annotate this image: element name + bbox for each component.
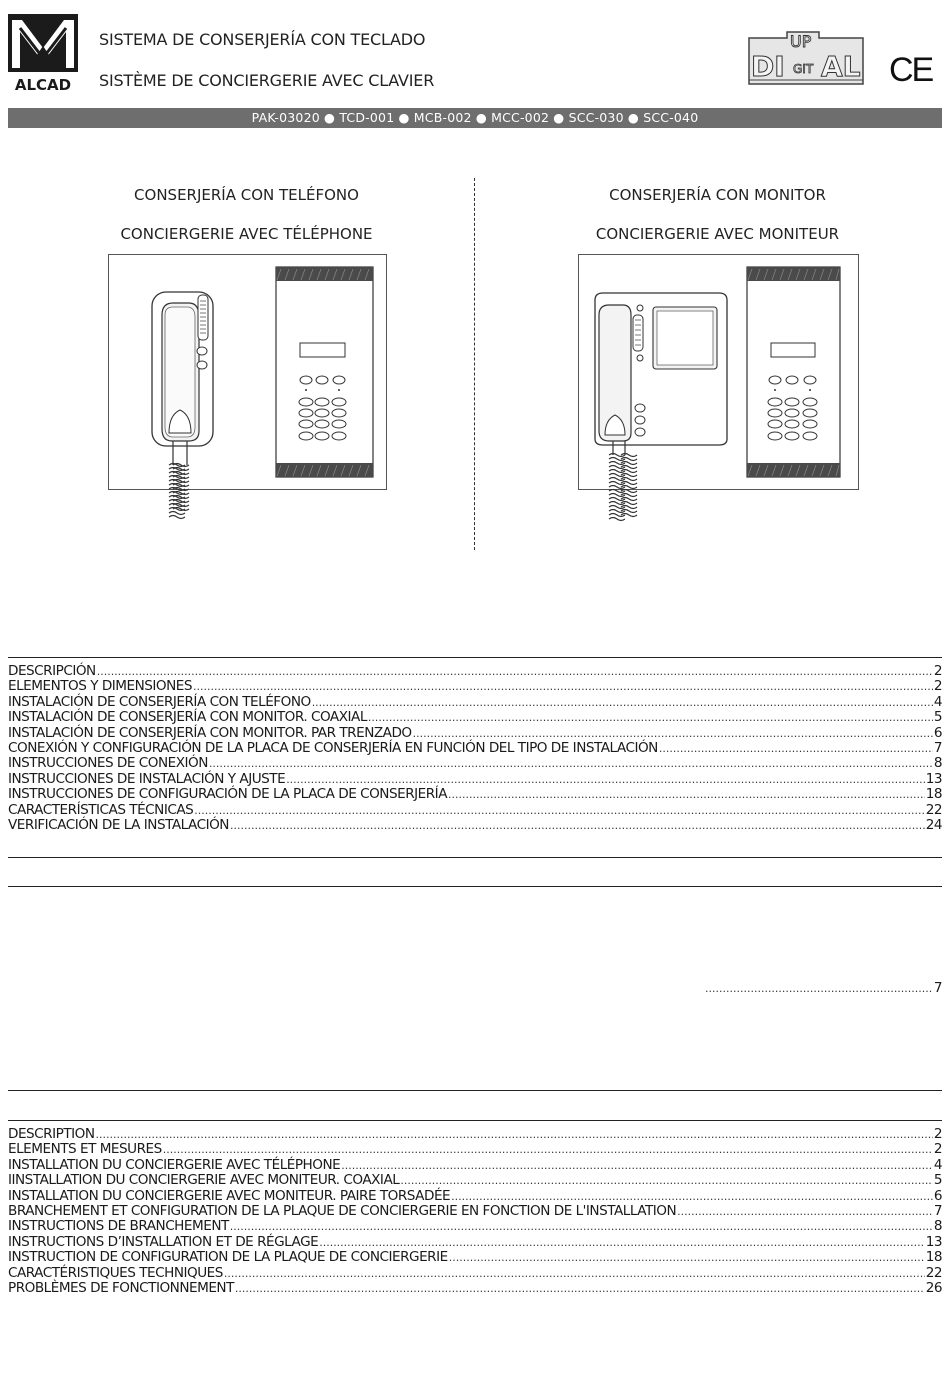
brand-name: ALCAD bbox=[14, 76, 72, 92]
middle-top-rule bbox=[8, 886, 942, 887]
ce-mark: CE bbox=[889, 51, 933, 89]
toc-entry[interactable]: BRANCHEMENT ET CONFIGURATION DE LA PLAQUE DE CONCIERGERIE EN FONCTION DE L'INSTALLATION ..... 7 bbox=[8, 1204, 942, 1219]
toc-entry[interactable]: DESCRIPCIÓN ..... 2 bbox=[8, 664, 942, 679]
toc-entry[interactable]: INSTRUCTION DE CONFIGURATION DE LA PLAQUE DE CONCIERGERIE ..... 18 bbox=[8, 1250, 942, 1265]
toc-entry[interactable]: INSTRUCCIONES DE CONFIGURACIÓN DE LA PLACA DE CONSERJERÍA ..... 18 bbox=[8, 787, 942, 802]
video-monitor-icon bbox=[595, 293, 727, 521]
toc-entry[interactable]: PROBLÈMES DE FONCTIONNEMENT ..... 26 bbox=[8, 1281, 942, 1296]
toc-fr-top-rule bbox=[8, 1120, 942, 1121]
toc-entry[interactable]: ELEMENTOS Y DIMENSIONES ..... 2 bbox=[8, 679, 942, 694]
toc-entry[interactable]: INSTRUCTIONS DE BRANCHEMENT ..... 8 bbox=[8, 1219, 942, 1234]
toc-entry[interactable]: CARACTÉRISTIQUES TECHNIQUES ..... 22 bbox=[8, 1266, 942, 1281]
toc-entry[interactable]: CARACTERÍSTICAS TÉCNICAS ..... 22 bbox=[8, 803, 942, 818]
toc-entry[interactable]: INSTRUCTIONS D’INSTALLATION ET DE RÉGLAGE ..... 13 bbox=[8, 1235, 942, 1250]
toc-entry[interactable]: IINSTALLATION DU CONCIERGERIE AVEC MONITEUR. COAXIAL ..... 5 bbox=[8, 1173, 942, 1188]
telephone-concierge-figure bbox=[108, 254, 387, 490]
toc-entry[interactable]: INSTALLATION DU CONCIERGERIE AVEC TÉLÉPHONE ..... 4 bbox=[8, 1158, 942, 1173]
badge-git-text: GIT bbox=[793, 62, 814, 76]
toc-entry[interactable]: INSTALACIÓN DE CONSERJERÍA CON TELÉFONO ..... 4 bbox=[8, 695, 942, 710]
toc-spanish bbox=[8, 664, 942, 833]
left-caption-es: CONSERJERÍA CON TELÉFONO bbox=[134, 186, 359, 204]
middle-bottom-rule bbox=[8, 1090, 942, 1091]
toc-entry[interactable]: ELEMENTS ET MESURES ..... 2 bbox=[8, 1142, 942, 1157]
alcad-logo bbox=[8, 14, 78, 92]
title-spanish: SISTEMA DE CONSERJERÍA CON TECLADO bbox=[99, 30, 426, 49]
telephone-handset-icon bbox=[152, 292, 213, 519]
center-divider bbox=[474, 178, 475, 550]
toc-entry[interactable]: INSTALACIÓN DE CONSERJERÍA CON MONITOR. COAXIAL ..... 5 bbox=[8, 710, 942, 725]
title-french: SISTÈME DE CONCIERGERIE AVEC CLAVIER bbox=[99, 71, 435, 90]
badge-al-text: AL bbox=[821, 50, 861, 83]
right-caption-fr: CONCIERGERIE AVEC MONITEUR bbox=[595, 225, 840, 243]
badge-up-text: UP bbox=[790, 32, 812, 51]
toc-entry[interactable]: DESCRIPTION ..... 2 bbox=[8, 1127, 942, 1142]
toc-entry[interactable]: INSTRUCCIONES DE INSTALACIÓN Y AJUSTE ..... 13 bbox=[8, 772, 942, 787]
left-caption-fr: CONCIERGERIE AVEC TÉLÉPHONE bbox=[120, 225, 373, 243]
toc-entry[interactable]: INSTRUCCIONES DE CONEXIÓN ..... 8 bbox=[8, 756, 942, 771]
toc-es-bottom-rule bbox=[8, 857, 942, 858]
digital-up-badge bbox=[747, 30, 865, 88]
toc-french bbox=[8, 1127, 942, 1296]
right-caption-es: CONSERJERÍA CON MONITOR bbox=[609, 186, 826, 204]
toc-entry[interactable]: CONEXIÓN Y CONFIGURACIÓN DE LA PLACA DE CONSERJERÍA EN FUNCIÓN DEL TIPO DE INSTALACIÓN ..... 7 bbox=[8, 741, 942, 756]
keypad-panel-icon bbox=[276, 267, 373, 477]
toc-entry[interactable]: INSTALLATION DU CONCIERGERIE AVEC MONITEUR. PAIRE TORSADÉE ..... 6 bbox=[8, 1189, 942, 1204]
toc-middle-fragment bbox=[704, 981, 942, 996]
badge-di-text: DI bbox=[751, 50, 785, 83]
keypad-panel-icon bbox=[747, 267, 840, 477]
toc-entry[interactable]: ..... 7 bbox=[704, 981, 942, 996]
toc-entry[interactable]: VERIFICACIÓN DE LA INSTALACIÓN ..... 24 bbox=[8, 818, 942, 833]
monitor-concierge-figure bbox=[578, 254, 859, 490]
model-band: PAK-03020 ● TCD-001 ● MCB-002 ● MCC-002 ● SCC-030 ● SCC-040 bbox=[8, 108, 942, 128]
toc-entry[interactable]: INSTALACIÓN DE CONSERJERÍA CON MONITOR. PAR TRENZADO ..... 6 bbox=[8, 726, 942, 741]
toc-es-top-rule bbox=[8, 657, 942, 658]
